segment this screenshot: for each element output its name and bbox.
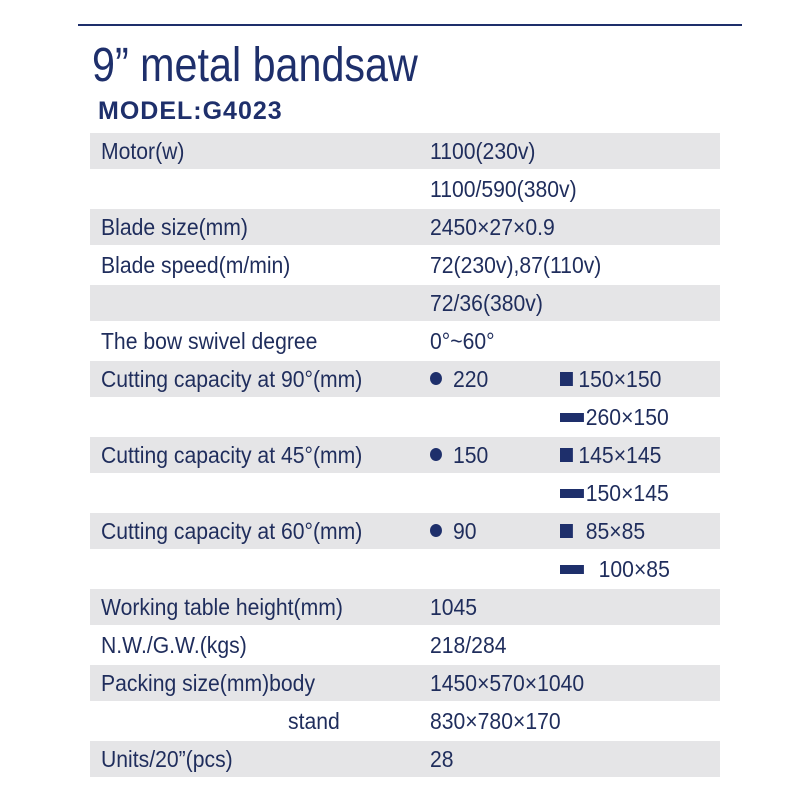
round-capacity-value: 220 bbox=[453, 366, 489, 392]
spec-label: Blade size(mm) bbox=[101, 214, 248, 240]
spec-row-packing-body bbox=[90, 665, 720, 703]
spec-row-capacity-60 bbox=[90, 513, 720, 551]
spec-label: Cutting capacity at 60°(mm) bbox=[101, 518, 363, 544]
spec-value: 1100(230v) bbox=[430, 138, 536, 164]
square-capacity bbox=[560, 437, 661, 473]
spec-value: 2450×27×0.9 bbox=[430, 214, 555, 240]
square-capacity bbox=[560, 513, 645, 549]
rectangle-bar-icon bbox=[560, 489, 584, 498]
square-capacity-value: 85×85 bbox=[585, 518, 646, 544]
spec-label: Working table height(mm) bbox=[101, 594, 343, 620]
square-bar-icon bbox=[560, 448, 573, 462]
spec-row-units bbox=[90, 741, 720, 779]
spec-value: 1450×570×1040 bbox=[430, 670, 585, 696]
spec-value: 830×780×170 bbox=[430, 708, 561, 734]
spec-value: 1045 bbox=[430, 594, 478, 620]
spec-value: 1100/590(380v) bbox=[430, 176, 577, 202]
round-capacity-value: 150 bbox=[453, 442, 489, 468]
spec-row-table-height bbox=[90, 589, 720, 627]
round-capacity-value: 90 bbox=[453, 518, 477, 544]
round-bar-icon bbox=[430, 448, 442, 461]
spec-label: Motor(w) bbox=[101, 138, 185, 164]
square-capacity-value: 150×150 bbox=[578, 366, 662, 392]
rectangle-capacity-value: 260×150 bbox=[585, 404, 669, 430]
spec-value: 218/284 bbox=[430, 632, 507, 658]
square-bar-icon bbox=[560, 372, 573, 386]
page-title: 9” metal bandsaw bbox=[92, 39, 418, 92]
spec-label: Packing size(mm)body bbox=[101, 670, 316, 696]
spec-row-bow-swivel bbox=[90, 323, 720, 361]
top-rule bbox=[78, 24, 742, 26]
round-capacity bbox=[430, 513, 477, 549]
spec-row-motor-380v bbox=[90, 171, 720, 209]
spec-row-packing-stand bbox=[90, 703, 720, 741]
spec-table bbox=[90, 133, 720, 779]
spec-value: 72/36(380v) bbox=[430, 290, 543, 316]
round-bar-icon bbox=[430, 524, 442, 537]
spec-row-capacity-60-rect bbox=[90, 551, 720, 589]
spec-row-blade-size bbox=[90, 209, 720, 247]
spec-label: Cutting capacity at 90°(mm) bbox=[101, 366, 363, 392]
rectangle-capacity bbox=[560, 399, 669, 435]
square-capacity-value: 145×145 bbox=[578, 442, 662, 468]
rectangle-bar-icon bbox=[560, 413, 584, 422]
round-bar-icon bbox=[430, 372, 442, 385]
rectangle-capacity bbox=[560, 475, 669, 511]
spec-row-blade-speed bbox=[90, 247, 720, 285]
spec-value: 28 bbox=[430, 746, 454, 772]
rectangle-bar-icon bbox=[560, 565, 584, 574]
rectangle-capacity-value: 150×145 bbox=[585, 480, 669, 506]
spec-label: Blade speed(m/min) bbox=[101, 252, 291, 278]
spec-label: The bow swivel degree bbox=[101, 328, 318, 354]
spec-row-capacity-45 bbox=[90, 437, 720, 475]
rectangle-capacity bbox=[560, 551, 670, 587]
spec-value: 0°~60° bbox=[430, 328, 495, 354]
square-capacity bbox=[560, 361, 661, 397]
spec-row-weight bbox=[90, 627, 720, 665]
rectangle-capacity-value: 100×85 bbox=[598, 556, 670, 582]
square-bar-icon bbox=[560, 524, 573, 538]
spec-label: N.W./G.W.(kgs) bbox=[101, 632, 247, 658]
spec-label: Cutting capacity at 45°(mm) bbox=[101, 442, 363, 468]
round-capacity bbox=[430, 361, 488, 397]
spec-row-capacity-90-rect bbox=[90, 399, 720, 437]
spec-label: stand bbox=[288, 708, 340, 734]
spec-value: 72(230v),87(110v) bbox=[430, 252, 602, 278]
spec-label: Units/20”(pcs) bbox=[101, 746, 233, 772]
spec-row-capacity-45-rect bbox=[90, 475, 720, 513]
spec-row-motor bbox=[90, 133, 720, 171]
round-capacity bbox=[430, 437, 488, 473]
spec-row-blade-speed-380v bbox=[90, 285, 720, 323]
spec-row-capacity-90 bbox=[90, 361, 720, 399]
model-number: MODEL:G4023 bbox=[98, 97, 283, 125]
